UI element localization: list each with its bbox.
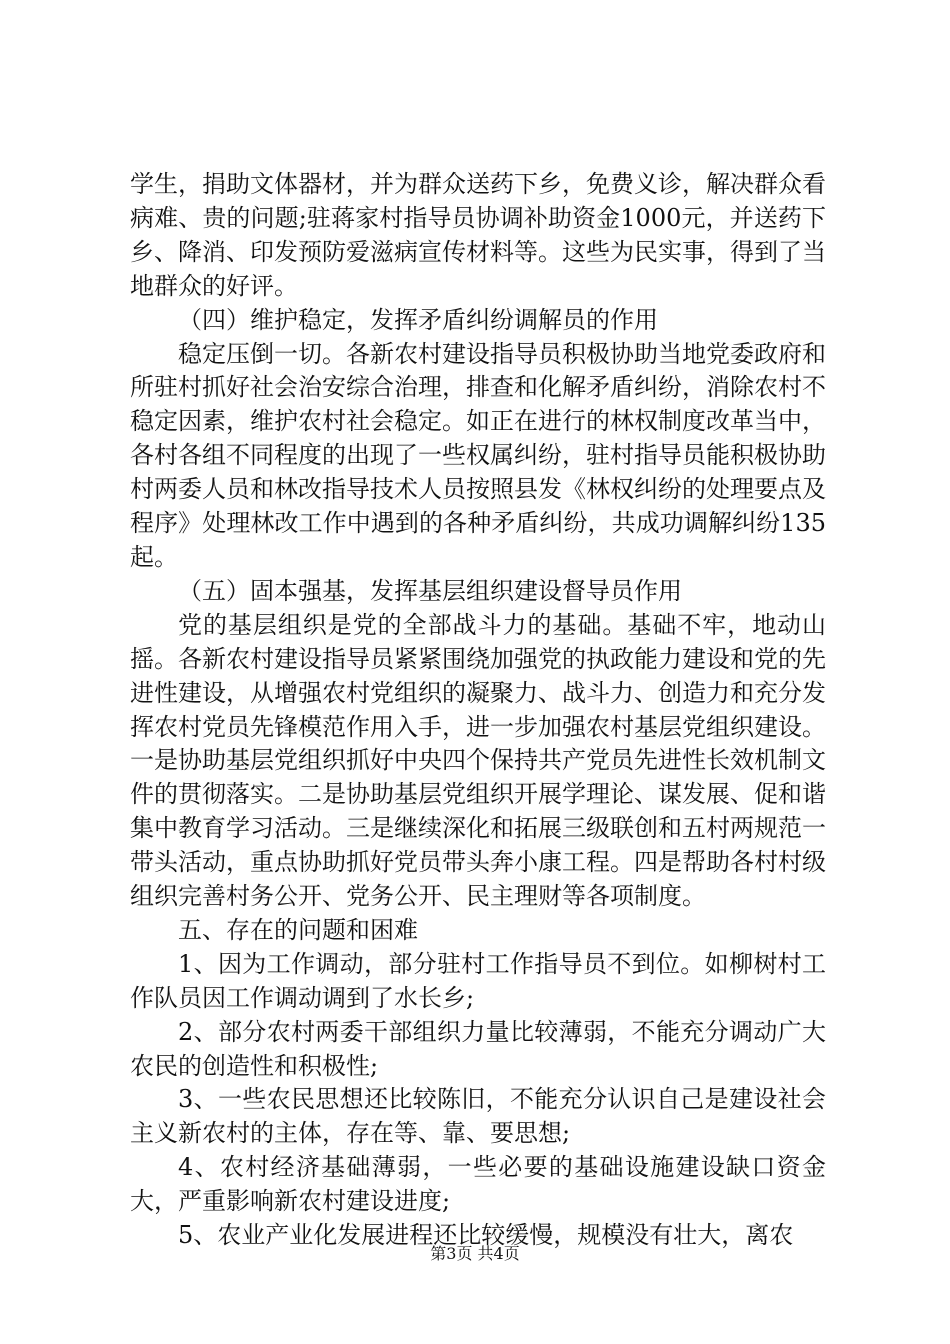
paragraph: 2、部分农村两委干部组织力量比较薄弱，不能充分调动广大农民的创造性和积极性;	[130, 1017, 826, 1080]
paragraph: 5、农业产业化发展进程还比较缓慢，规模没有壮大，离农	[178, 1221, 794, 1250]
paragraph: 党的基层组织是党的全部战斗力的基础。基础不牢，地动山摇。各新农村建设指导员紧紧围绕加强党的执政能力建设和党的先进性建设，从增强农村党组织的凝聚力、战斗力、创造力和充分发挥农村党员先锋模范作用入手，进一步加强农村基层党组织建设。一是协助基层党组织抓好中央四个保持共产党员先进性长效机制文件的贯彻落实。二是协助基层党组织开展学理论、谋发展、促和谐集中教育学习活动。三是继续深化和拓展三级联创和五村两规范一带头活动，重点协助抓好党员带头奔小康工程。四是帮助各村村级组织完善村务公开、党务公开、民主理财等各项制度。	[130, 610, 826, 911]
page-footer: 第3页 共4页	[430, 1244, 520, 1263]
paragraph: （五）固本强基，发挥基层组织建设督导员作用	[178, 576, 682, 605]
paragraph: 4、农村经济基础薄弱，一些必要的基础设施建设缺口资金大，严重影响新农村建设进度;	[130, 1153, 826, 1216]
paragraph: 1、因为工作调动，部分驻村工作指导员不到位。如柳树村工作队员因工作调动调到了水长乡;	[130, 949, 826, 1012]
paragraph: 3、一些农民思想还比较陈旧，不能充分认识自己是建设社会主义新农村的主体，存在等、靠、要思想;	[130, 1085, 826, 1148]
paragraph: 学生，捐助文体器材，并为群众送药下乡，免费义诊，解决群众看病难、贵的问题;驻蒋家村指导员协调补助资金1000元，并送药下乡、降消、印发预防爱滋病宣传材料等。这些为民实事，得到了当地群众的好评。	[130, 170, 826, 300]
paragraph: 五、存在的问题和困难	[178, 915, 418, 944]
document-body	[130, 168, 826, 1253]
paragraph: 稳定压倒一切。各新农村建设指导员积极协助当地党委政府和所驻村抓好社会治安综合治理，排查和化解矛盾纠纷，消除农村不稳定因素，维护农村社会稳定。如正在进行的林权制度改革当中，各村各组不同程度的出现了一些权属纠纷，驻村指导员能积极协助村两委人员和林改指导技术人员按照县发《林权纠纷的处理要点及程序》处理林改工作中遇到的各种矛盾纠纷，共成功调解纠纷135起。	[130, 339, 826, 571]
paragraph: （四）维护稳定，发挥矛盾纠纷调解员的作用	[178, 305, 658, 334]
